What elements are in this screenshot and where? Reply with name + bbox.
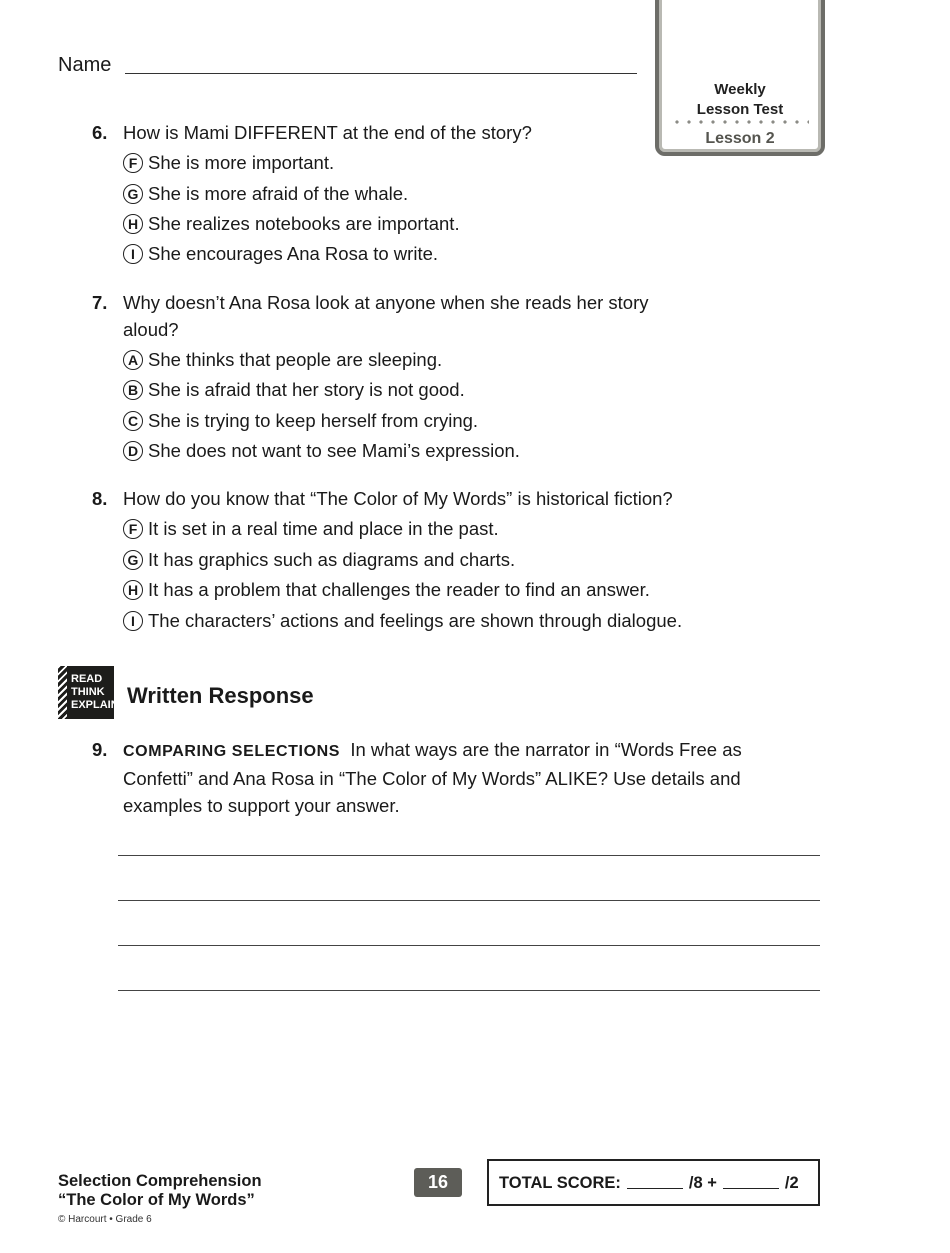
answer-text: She encourages Ana Rosa to write.	[148, 243, 439, 264]
answer-text: She realizes notebooks are important.	[148, 213, 460, 234]
answer-text: She is more afraid of the whale.	[148, 183, 409, 204]
answer-option[interactable]	[123, 210, 460, 237]
answer-text: It has a problem that challenges the reader to find an answer.	[148, 579, 650, 600]
answer-bubble[interactable]: F	[123, 153, 143, 173]
answer-line-2[interactable]	[118, 900, 820, 901]
tab-title	[659, 80, 821, 120]
total-score-box	[487, 1159, 820, 1206]
answer-bubble[interactable]: I	[123, 244, 143, 264]
icon-zigzag-edge	[58, 666, 67, 719]
score-blank-2[interactable]	[723, 1188, 779, 1189]
answer-bubble[interactable]: D	[123, 441, 143, 461]
question-stem	[123, 736, 783, 819]
question-lead: COMPARING SELECTIONS	[123, 743, 341, 760]
answer-bubble[interactable]: H	[123, 580, 143, 600]
footer-title	[58, 1172, 262, 1210]
tab-title-line2: Lesson Test	[696, 101, 784, 118]
question-stem: Why doesn’t Ana Rosa look at anyone when she reads her story aloud?	[123, 292, 649, 340]
page-number: 16	[414, 1168, 462, 1197]
score-part-1: /8 +	[688, 1174, 717, 1192]
icon-line-explain: EXPLAIN	[71, 699, 119, 711]
answer-text: She is more important.	[148, 152, 335, 173]
answer-bubble[interactable]: A	[123, 350, 143, 370]
answer-option[interactable]	[123, 576, 650, 603]
answer-option[interactable]	[123, 149, 334, 176]
copyright: © Harcourt • Grade 6	[58, 1214, 152, 1225]
answer-bubble[interactable]: G	[123, 184, 143, 204]
name-field[interactable]	[125, 73, 637, 74]
answer-option[interactable]	[123, 376, 465, 403]
answer-option[interactable]	[123, 407, 478, 434]
tab-title-line1: Weekly	[714, 81, 766, 98]
answer-bubble[interactable]: I	[123, 611, 143, 631]
answer-bubble[interactable]: F	[123, 519, 143, 539]
score-part-2: /2	[784, 1174, 799, 1192]
answer-option[interactable]	[123, 346, 442, 373]
answer-text: She thinks that people are sleeping.	[148, 349, 443, 370]
section-title: Written Response	[127, 683, 314, 708]
answer-text: It has graphics such as diagrams and charts.	[148, 549, 516, 570]
answer-text: She does not want to see Mami’s expression.	[148, 440, 520, 461]
question-stem: How is Mami DIFFERENT at the end of the story?	[123, 122, 532, 143]
read-think-explain-label	[71, 673, 119, 712]
answer-option[interactable]	[123, 515, 499, 542]
icon-line-think: THINK	[71, 686, 105, 698]
name-label: Name	[58, 54, 112, 76]
answer-line-3[interactable]	[118, 945, 820, 946]
tab-lesson: Lesson 2	[705, 130, 775, 147]
answer-option[interactable]	[123, 180, 408, 207]
question-number: 9.	[92, 739, 108, 760]
icon-line-read: READ	[71, 673, 103, 685]
total-score	[499, 1174, 799, 1193]
answer-line-1[interactable]	[118, 855, 820, 856]
answer-option[interactable]	[123, 437, 520, 464]
answer-bubble[interactable]: H	[123, 214, 143, 234]
score-blank-1[interactable]	[627, 1188, 683, 1189]
score-label: TOTAL SCORE:	[499, 1174, 621, 1192]
answer-bubble[interactable]: C	[123, 411, 143, 431]
answer-text: She is trying to keep herself from crying.	[148, 410, 479, 431]
question-text: In what ways are the narrator in “Words Free as Confetti” and Ana Rosa in “The Color of My Words” ALIKE? Use details and examples to support your answer.	[123, 739, 742, 816]
question-number: 7.	[92, 292, 108, 313]
answer-option[interactable]	[123, 546, 515, 573]
answer-text: She is afraid that her story is not good.	[148, 379, 465, 400]
footer-title-line1: Selection Comprehension	[58, 1172, 262, 1190]
question-number: 6.	[92, 122, 108, 143]
answer-option[interactable]	[123, 607, 682, 634]
answer-text: It is set in a real time and place in the past.	[148, 518, 499, 539]
answer-bubble[interactable]: B	[123, 380, 143, 400]
answer-text: The characters’ actions and feelings are shown through dialogue.	[148, 610, 683, 631]
question-number: 8.	[92, 488, 108, 509]
answer-bubble[interactable]: G	[123, 550, 143, 570]
question-stem: How do you know that “The Color of My Words” is historical fiction?	[123, 488, 673, 509]
tab-dot-divider	[671, 120, 809, 124]
answer-line-4[interactable]	[118, 990, 820, 991]
answer-option[interactable]	[123, 240, 438, 267]
footer-title-line2: “The Color of My Words”	[58, 1191, 255, 1209]
